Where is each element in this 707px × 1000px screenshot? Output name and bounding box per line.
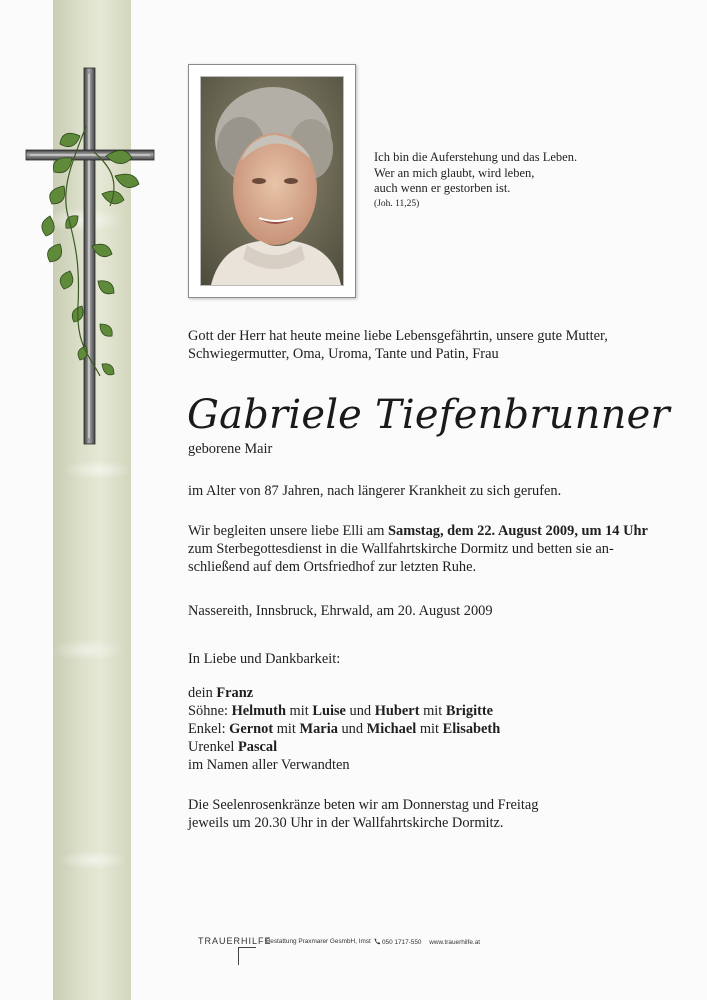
quote-line: Ich bin die Auferstehung und das Leben. [374,150,578,164]
footer [198,933,518,967]
mourner-grandchildren [188,720,500,738]
funeral-line: schließend auf dem Ortsfriedhof zur letzten Ruhe. [188,559,477,575]
connector: mit [416,721,443,737]
brand-logo: TRAUERHILFE [198,936,272,946]
intro-line: Schwiegermutter, Oma, Uroma, Tante und Patin, Frau [188,346,499,362]
label: dein [188,685,217,701]
rosary-line: Die Seelenrosenkränze beten wir am Donnerstag und Freitag [188,797,539,813]
quote-line: Wer an mich glaubt, wird leben, [374,165,535,180]
funeral-line [188,522,648,540]
deceased-name: Gabriele Tiefenbrunner [187,392,670,438]
mourner-name: Hubert [374,703,420,719]
age-line: im Alter von 87 Jahren, nach längerer Krankheit zu sich gerufen. [188,483,562,499]
funeral-info [188,522,648,576]
mourner-name: Brigitte [445,703,494,719]
mourner-name: Luise [312,703,346,719]
intro-line: Gott der Herr hat heute meine liebe Lebensgefährtin, unsere gute Mutter, [188,328,608,344]
connector: und [345,703,375,719]
connector: mit [273,721,300,737]
connector: und [337,721,367,737]
portrait-frame [188,64,356,298]
funeral-line: zum Sterbegottesdienst in die Wallfahrtskirche Dormitz und betten sie an- [188,541,614,557]
birth-name: geborene Mair [188,441,273,457]
contact-info [373,938,480,946]
bible-quote [374,150,577,211]
mourner-name: Maria [299,721,338,737]
mourners-heading: In Liebe und Dankbarkeit: [188,651,341,667]
mourner-great-grandchild [188,738,500,756]
phone-icon [373,938,380,945]
mourner-sons [188,702,500,720]
label: Urenkel [188,739,238,755]
mourner-name: Michael [366,721,417,737]
brand-logo-line [238,947,239,965]
connector: mit [285,703,313,719]
mourner-name: Gernot [229,721,274,737]
mourner-name: Helmuth [231,703,286,719]
mourner-name: Franz [216,685,254,701]
funeral-text: Wir begleiten unsere liebe Elli am [188,523,389,539]
mourner-partner [188,684,500,702]
cross-icon [20,66,170,446]
company-name: Bestattung Praxmarer GesmbH, Imst [266,938,371,945]
label: Enkel: [188,721,230,737]
mourner-name: Elisabeth [442,721,501,737]
quote-reference: (Joh. 11,25) [374,198,420,209]
mourner-name: Pascal [237,739,278,755]
label: Söhne: [188,703,232,719]
intro-text [188,327,608,363]
quote-line: auch wenn er gestorben ist. [374,181,511,195]
portrait-photo [200,76,344,286]
rosary-line: jeweils um 20.30 Uhr in der Wallfahrtskirche Dormitz. [188,815,504,831]
website: www.trauerhilfe.at [429,939,481,946]
mourners-list [188,684,500,774]
phone-number: 050 1717-550 [382,939,422,946]
mourner-relatives: im Namen aller Verwandten [188,757,350,773]
place-date: Nassereith, Innsbruck, Ehrwald, am 20. August 2009 [188,603,493,619]
connector: mit [419,703,446,719]
brand-logo-line [238,947,256,948]
rosary-info [188,796,538,832]
funeral-date: Samstag, dem 22. August 2009, um 14 Uhr [388,523,648,539]
